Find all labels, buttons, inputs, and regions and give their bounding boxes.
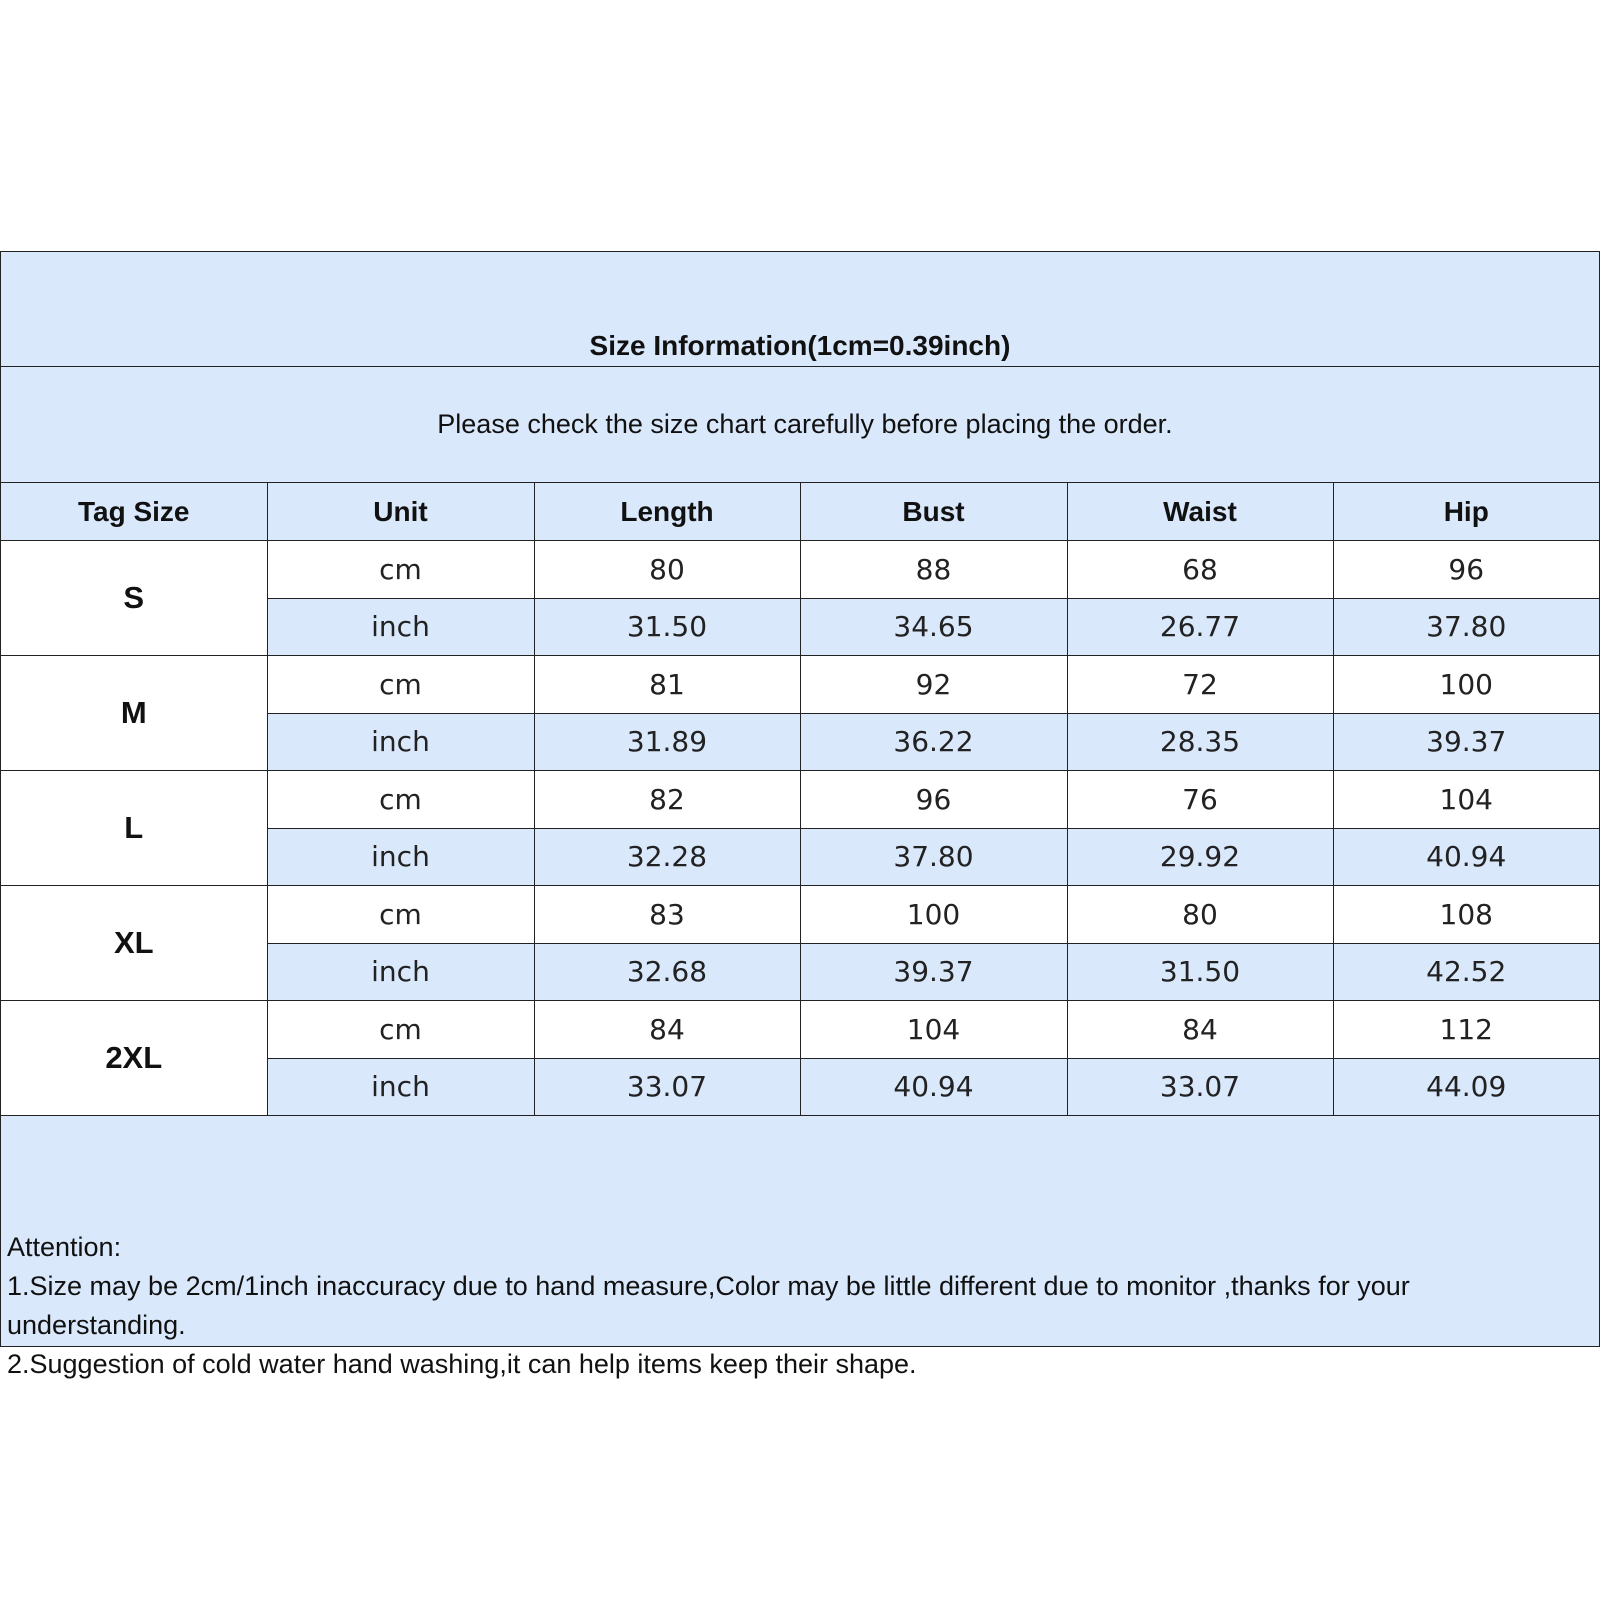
attention-notes bbox=[1, 1198, 1599, 1379]
bust-cell: 100 bbox=[800, 886, 1067, 944]
unit-cell: cm bbox=[267, 541, 534, 599]
length-cell: 31.89 bbox=[534, 713, 800, 771]
unit-cell: inch bbox=[267, 713, 534, 771]
table-row bbox=[1, 541, 1599, 599]
tag-size-cell: S bbox=[1, 541, 267, 656]
hip-cell: 37.80 bbox=[1333, 598, 1599, 656]
length-cell: 32.68 bbox=[534, 943, 800, 1001]
bust-cell: 88 bbox=[800, 541, 1067, 599]
unit-cell: cm bbox=[267, 656, 534, 714]
length-cell: 81 bbox=[534, 656, 800, 714]
waist-cell: 33.07 bbox=[1067, 1058, 1333, 1116]
bust-cell: 92 bbox=[800, 656, 1067, 714]
unit-cell: inch bbox=[267, 1058, 534, 1116]
table-body bbox=[1, 541, 1599, 1116]
header-tag-size: Tag Size bbox=[1, 483, 267, 541]
size-chart bbox=[0, 251, 1600, 1379]
unit-cell: inch bbox=[267, 943, 534, 1001]
header-unit: Unit bbox=[267, 483, 534, 541]
hip-cell: 108 bbox=[1333, 886, 1599, 944]
table-header-row bbox=[1, 483, 1599, 541]
attention-note-2: 2.Suggestion of cold water hand washing,it can help items keep their shape. bbox=[7, 1349, 917, 1379]
size-chart-notice: Please check the size chart carefully before placing the order. bbox=[1, 367, 1599, 483]
hip-cell: 39.37 bbox=[1333, 713, 1599, 771]
unit-cell: cm bbox=[267, 771, 534, 829]
length-cell: 83 bbox=[534, 886, 800, 944]
length-cell: 84 bbox=[534, 1001, 800, 1059]
unit-cell: cm bbox=[267, 1001, 534, 1059]
table-row bbox=[1, 656, 1599, 714]
waist-cell: 26.77 bbox=[1067, 598, 1333, 656]
hip-cell: 104 bbox=[1333, 771, 1599, 829]
bust-cell: 96 bbox=[800, 771, 1067, 829]
table-row bbox=[1, 771, 1599, 829]
length-cell: 31.50 bbox=[534, 598, 800, 656]
length-cell: 32.28 bbox=[534, 828, 800, 886]
bust-cell: 34.65 bbox=[800, 598, 1067, 656]
hip-cell: 96 bbox=[1333, 541, 1599, 599]
waist-cell: 31.50 bbox=[1067, 943, 1333, 1001]
table-row bbox=[1, 1001, 1599, 1059]
length-cell: 33.07 bbox=[534, 1058, 800, 1116]
attention-note-1: 1.Size may be 2cm/1inch inaccuracy due to hand measure,Color may be little different due to monitor ,thanks for your understanding. bbox=[7, 1271, 1410, 1340]
tag-size-cell: XL bbox=[1, 886, 267, 1001]
unit-cell: inch bbox=[267, 828, 534, 886]
header-waist: Waist bbox=[1067, 483, 1333, 541]
header-length: Length bbox=[534, 483, 800, 541]
size-chart-title: Size Information(1cm=0.39inch) bbox=[1, 252, 1599, 367]
hip-cell: 44.09 bbox=[1333, 1058, 1599, 1116]
bust-cell: 104 bbox=[800, 1001, 1067, 1059]
attention-heading: Attention: bbox=[7, 1232, 122, 1262]
waist-cell: 80 bbox=[1067, 886, 1333, 944]
header-hip: Hip bbox=[1333, 483, 1599, 541]
header-bust: Bust bbox=[800, 483, 1067, 541]
length-cell: 82 bbox=[534, 771, 800, 829]
bust-cell: 40.94 bbox=[800, 1058, 1067, 1116]
waist-cell: 76 bbox=[1067, 771, 1333, 829]
waist-cell: 29.92 bbox=[1067, 828, 1333, 886]
hip-cell: 100 bbox=[1333, 656, 1599, 714]
tag-size-cell: M bbox=[1, 656, 267, 771]
hip-cell: 42.52 bbox=[1333, 943, 1599, 1001]
tag-size-cell: L bbox=[1, 771, 267, 886]
size-table bbox=[1, 483, 1599, 1116]
bust-cell: 39.37 bbox=[800, 943, 1067, 1001]
waist-cell: 68 bbox=[1067, 541, 1333, 599]
bust-cell: 36.22 bbox=[800, 713, 1067, 771]
hip-cell: 112 bbox=[1333, 1001, 1599, 1059]
unit-cell: inch bbox=[267, 598, 534, 656]
unit-cell: cm bbox=[267, 886, 534, 944]
waist-cell: 28.35 bbox=[1067, 713, 1333, 771]
hip-cell: 40.94 bbox=[1333, 828, 1599, 886]
length-cell: 80 bbox=[534, 541, 800, 599]
waist-cell: 72 bbox=[1067, 656, 1333, 714]
bust-cell: 37.80 bbox=[800, 828, 1067, 886]
table-row bbox=[1, 886, 1599, 944]
waist-cell: 84 bbox=[1067, 1001, 1333, 1059]
tag-size-cell: 2XL bbox=[1, 1001, 267, 1116]
